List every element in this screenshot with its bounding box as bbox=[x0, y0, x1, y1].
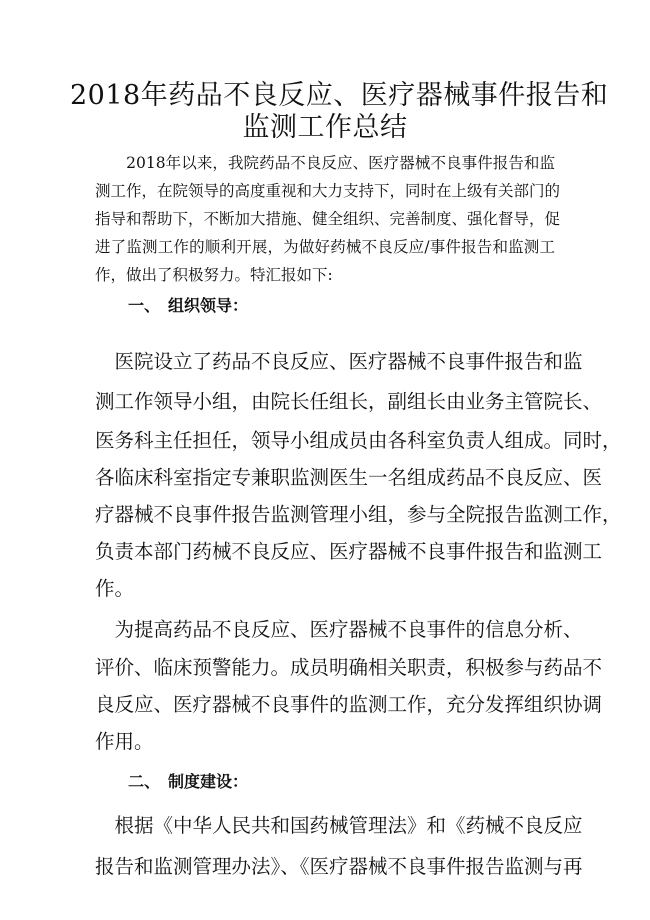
intro-line: 作，做出了积极努力。特汇报如下: bbox=[95, 266, 333, 284]
intro-line: 进了监测工作的顺利开展，为做好药械不良反应/事件报告和监测工 bbox=[95, 238, 555, 256]
section-title: 组织领导： bbox=[168, 296, 249, 315]
intro-line: 测工作，在院领导的高度重视和大力支持下，同时在上级有关部门的 bbox=[95, 182, 561, 200]
section-heading-system bbox=[128, 770, 248, 794]
section-number: 一、 bbox=[128, 296, 161, 315]
paragraph-line: 测工作领导小组，由院长任组长，副组长由业务主管院长、 bbox=[95, 390, 603, 413]
document-title-line-1: 2018年药品不良反应、医疗器械事件报告和 bbox=[70, 80, 609, 111]
paragraph-line: 作。 bbox=[95, 577, 135, 600]
section-heading-organization bbox=[128, 294, 248, 318]
paragraph-line: 负责本部门药械不良反应、医疗器械不良事件报告和监测工 bbox=[95, 540, 603, 563]
paragraph-line: 各临床科室指定专兼职监测医生一名组成药品不良反应、医 bbox=[95, 466, 603, 489]
paragraph-line: 根据《中华人民共和国药械管理法》和《药械不良反应 bbox=[95, 814, 583, 837]
paragraph-line: 医院设立了药品不良反应、医疗器械不良事件报告和监 bbox=[95, 350, 583, 373]
paragraph-line: 作用。 bbox=[95, 730, 154, 753]
intro-line: 2018年以来，我院药品不良反应、医疗器械不良事件报告和监 bbox=[95, 154, 555, 172]
document-title-line-2: 监测工作总结 bbox=[242, 112, 408, 143]
paragraph-line: 良反应、医疗器械不良事件的监测工作，充分发挥组织协调 bbox=[95, 693, 603, 716]
paragraph-line: 评价、临床预警能力。成员明确相关职责，积极参与药品不 bbox=[95, 656, 603, 679]
section-title: 制度建设： bbox=[168, 772, 249, 791]
section-number: 二、 bbox=[128, 772, 161, 791]
intro-line: 指导和帮助下，不断加大措施、健全组织、完善制度、强化督导，促 bbox=[95, 210, 561, 228]
paragraph-line: 疗器械不良事件报告监测管理小组，参与全院报告监测工作， bbox=[95, 503, 622, 526]
paragraph-line: 医务科主任担任，领导小组成员由各科室负责人组成。同时， bbox=[95, 429, 622, 452]
paragraph-line: 报告和监测管理办法》、《医疗器械不良事件报告监测与再 bbox=[95, 855, 583, 878]
paragraph-line: 为提高药品不良反应、医疗器械不良事件的信息分析、 bbox=[95, 618, 583, 641]
